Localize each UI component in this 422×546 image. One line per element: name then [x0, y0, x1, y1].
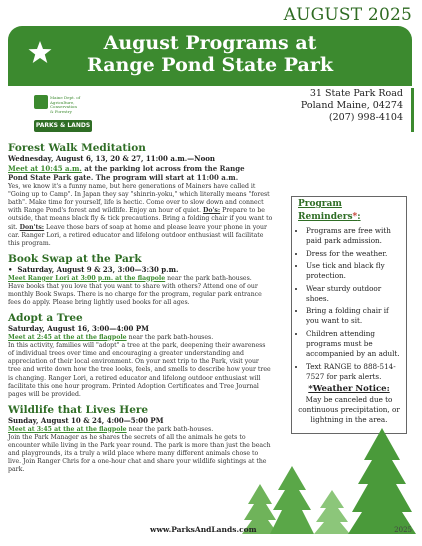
pine-tree-icon: [348, 428, 416, 534]
logo-org-line: Conservation: [50, 104, 77, 109]
donts-label: Don'ts:: [19, 223, 45, 231]
reminder-item: • Wear sturdy outdoor shoes.: [306, 284, 404, 304]
program-content: [8, 142, 273, 475]
tree-section: [8, 312, 273, 399]
meeting-time: Meet Ranger Lori at 3:00 p.m. at the flagpole: [8, 274, 166, 282]
reminders-box: [291, 196, 407, 434]
footer-year: 2025: [394, 526, 412, 534]
address-city: Poland Maine, 04274: [300, 100, 403, 111]
meeting-time: Meet at 10:45 a.m.: [8, 163, 82, 173]
program-description: In this activity, families will "adopt" a tree at the park, deepening their awareness of individual trees over time and encouraging a greater understanding and appreciation of their local environment. On your next trip to the Park, visit your tree and write down how the tree looks, feels, and smells to describe how your tree is changing. Ranger Lori, a retired educator and lifelong outdoor enthusiast will facilitate this one hour program. Printed Adoption Certificates and Tree Journal pages will be provided.: [8, 341, 271, 398]
section-title: Wildlife that Lives Here: [8, 404, 149, 417]
meeting-point: [8, 275, 273, 283]
pine-tree-icon: [270, 466, 314, 534]
banner-title: [8, 32, 412, 76]
meeting-point: [8, 164, 273, 174]
section-title: Forest Walk Meditation: [8, 142, 146, 154]
weather-notice-body: May be canceled due to continuous precipitation, or lightning in the area.: [298, 395, 400, 425]
reminders-title-colon: :: [357, 212, 361, 222]
meeting-location: near the park bath-houses.: [126, 425, 214, 433]
program-schedule: Saturday, August 16, 3:00—4:00 PM: [8, 324, 149, 334]
program-schedule: • Saturday, August 9 & 23, 3:00—3:30 p.m.: [8, 265, 179, 275]
logo-org-line: & Forestry: [50, 108, 72, 114]
title-line-1: August Programs at: [103, 32, 317, 54]
meeting-location: near the park bath-houses.: [126, 333, 214, 341]
title-banner: [8, 26, 412, 86]
pine-tree-icon: [314, 490, 350, 534]
reminders-title: [294, 198, 404, 224]
description-text: Yes, we know it's a funny name, but here generations of Mainers have called it "Going up to Camp". In Japan they say "shinrin-yoku," which literally means "forest bath". Make time for yourself, life is hectic. Come over to slow down and connect with Range Pond's forest and wildlife. Enjoy an hour of quiet.: [8, 182, 270, 215]
weather-notice-title: *Weather Notice:: [308, 384, 390, 395]
park-address: [170, 88, 414, 132]
logo-org-line: Maine Dept. of: [50, 95, 81, 100]
swap-section: [8, 253, 273, 307]
address-phone: (207) 998-4104: [328, 112, 403, 123]
meeting-point: [8, 334, 273, 342]
dos-label: Do's:: [203, 207, 221, 215]
month-heading: AUGUST 2025: [283, 5, 412, 25]
forest-section: [8, 142, 273, 248]
pine-trees-decoration: [240, 420, 422, 534]
meeting-point: [8, 426, 273, 434]
description-text: Leave those bars of soap at home and please leave your phone in your car. Ranger Lori, a retired educator and lifelong outdoor enthusiast will facilitate this program.: [8, 223, 267, 247]
program-schedule: Wednesday, August 6, 13, 20 & 27, 11:00 a.m.—Noon: [8, 154, 215, 163]
reminder-item: • Bring a folding chair if you want to sit.: [306, 306, 404, 326]
program-description: Join the Park Manager as he shares the secrets of all the animals he gets to encounter while living in the Park year round. The park is more than just the beach and playgrounds, its a truly a wild place where many different animals chose to live. Join Ranger Chris for a one-hour chat and share your wildlife sightings at the park.: [8, 433, 271, 474]
description-text: Prepare to be outside, that means black fly & tick precautions. Bring a folding chair if you want to sit.: [8, 207, 273, 231]
reminder-item: • Dress for the weather.: [306, 249, 404, 259]
section-title: Adopt a Tree: [8, 312, 83, 325]
program-description: Have books that you love that you want to share with others? Attend one of our monthly Book Swaps. There is no charge for the program, regular park entrance fees do apply. Please bring lightly used books for all ages.: [8, 282, 262, 307]
logo-org-line: Agriculture,: [50, 99, 75, 105]
logo-badge: [34, 95, 48, 109]
reminder-item: • Use tick and black fly protection.: [306, 261, 404, 281]
reminders-list: [294, 226, 404, 382]
schedule-text: Saturday, August 9 & 23, 3:00—3:30 p.m.: [17, 265, 179, 275]
logo-org-text: [50, 96, 94, 114]
section-title: Book Swap at the Park: [8, 253, 142, 266]
title-line-2: Range Pond State Park: [86, 54, 334, 76]
program-description: [8, 183, 273, 249]
logo-plate: PARKS & LANDS: [34, 120, 92, 132]
meeting-time: Meet at 3:45 at the at the flagpole: [8, 425, 127, 433]
address-street: 31 State Park Road: [309, 88, 403, 99]
reminder-item: • Text RANGE to 888-514-7527 for park alerts.: [306, 362, 404, 382]
meeting-note: Pond State Park gate. The program will start at 11:00 a.m.: [8, 173, 239, 182]
meeting-location: near the park bath-houses.: [165, 274, 252, 282]
reminders-title-star: *: [352, 212, 358, 222]
footer-url[interactable]: www.ParksAndLands.com: [150, 525, 257, 534]
wildlife-section: [8, 404, 273, 475]
meeting-location: at the parking lot across from the Range: [81, 163, 245, 173]
parks-logo: [34, 95, 94, 139]
reminder-item: • Children attending programs must be accompanied by an adult.: [306, 329, 404, 359]
meeting-time: Meet at 2:45 at the at the flagpole: [8, 333, 127, 341]
reminder-item: • Programs are free with paid park admission.: [306, 226, 404, 246]
program-schedule: Sunday, August 10 & 24, 4:00—5:00 PM: [8, 416, 164, 426]
reminders-title-text: Program Reminders: [298, 199, 353, 222]
